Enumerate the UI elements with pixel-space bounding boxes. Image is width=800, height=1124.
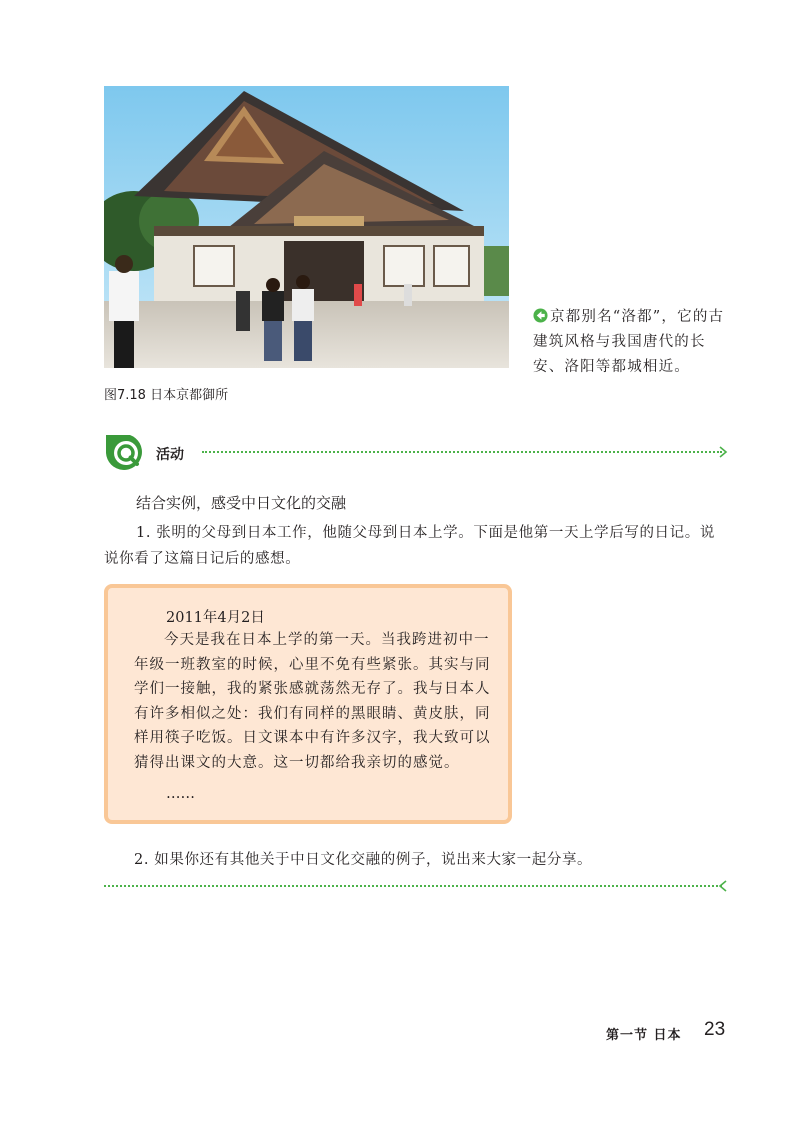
dotted-rule-arrow-right-icon xyxy=(718,446,728,458)
side-note-text: 京都别名“洛都”，它的古建筑风格与我国唐代的长安、洛阳等都城相近。 xyxy=(533,309,725,375)
palace-illustration xyxy=(104,86,509,368)
diary-date: 2011年4月2日 xyxy=(166,610,265,626)
activity-subtitle: 结合实例，感受中日文化的交融 xyxy=(136,494,347,512)
figure-caption: 图7.18 日本京都御所 xyxy=(104,388,229,403)
side-note xyxy=(533,305,733,380)
activity-magnifier-icon xyxy=(104,433,148,473)
activity-question-2: 2. 如果你还有其他关于中日文化交融的例子，说出来大家一起分享。 xyxy=(134,852,593,868)
activity-dotted-rule-top xyxy=(202,451,722,453)
page-number: 23 xyxy=(704,1019,726,1040)
footer-section-title: 第一节 日本 xyxy=(606,1028,682,1043)
dotted-rule-arrow-left-icon xyxy=(718,880,728,892)
diary-ellipsis: …… xyxy=(166,786,195,802)
green-arrow-left-icon xyxy=(533,308,548,323)
kyoto-palace-photo xyxy=(104,86,509,368)
activity-dotted-rule-bottom xyxy=(104,885,722,887)
activity-label: 活动 xyxy=(156,447,184,463)
activity-question-1: 1. 张明的父母到日本工作，他随父母到日本上学。下面是他第一天上学后写的日记。说说你看了这篇日记后的感想。 xyxy=(104,525,715,567)
diary-box xyxy=(104,584,512,824)
diary-body: 今天是我在日本上学的第一天。当我跨进初中一年级一班教室的时候，心里不免有些紧张。其实与同学们一接触，我的紧张感就荡然无存了。我与日本人有许多相似之处：我们有同样的黑眼睛、黄皮肤，同样用筷子吃饭。日文课本中有许多汉字，我大致可以猜得出课文的大意。这一切都给我亲切的感觉。 xyxy=(134,632,491,771)
